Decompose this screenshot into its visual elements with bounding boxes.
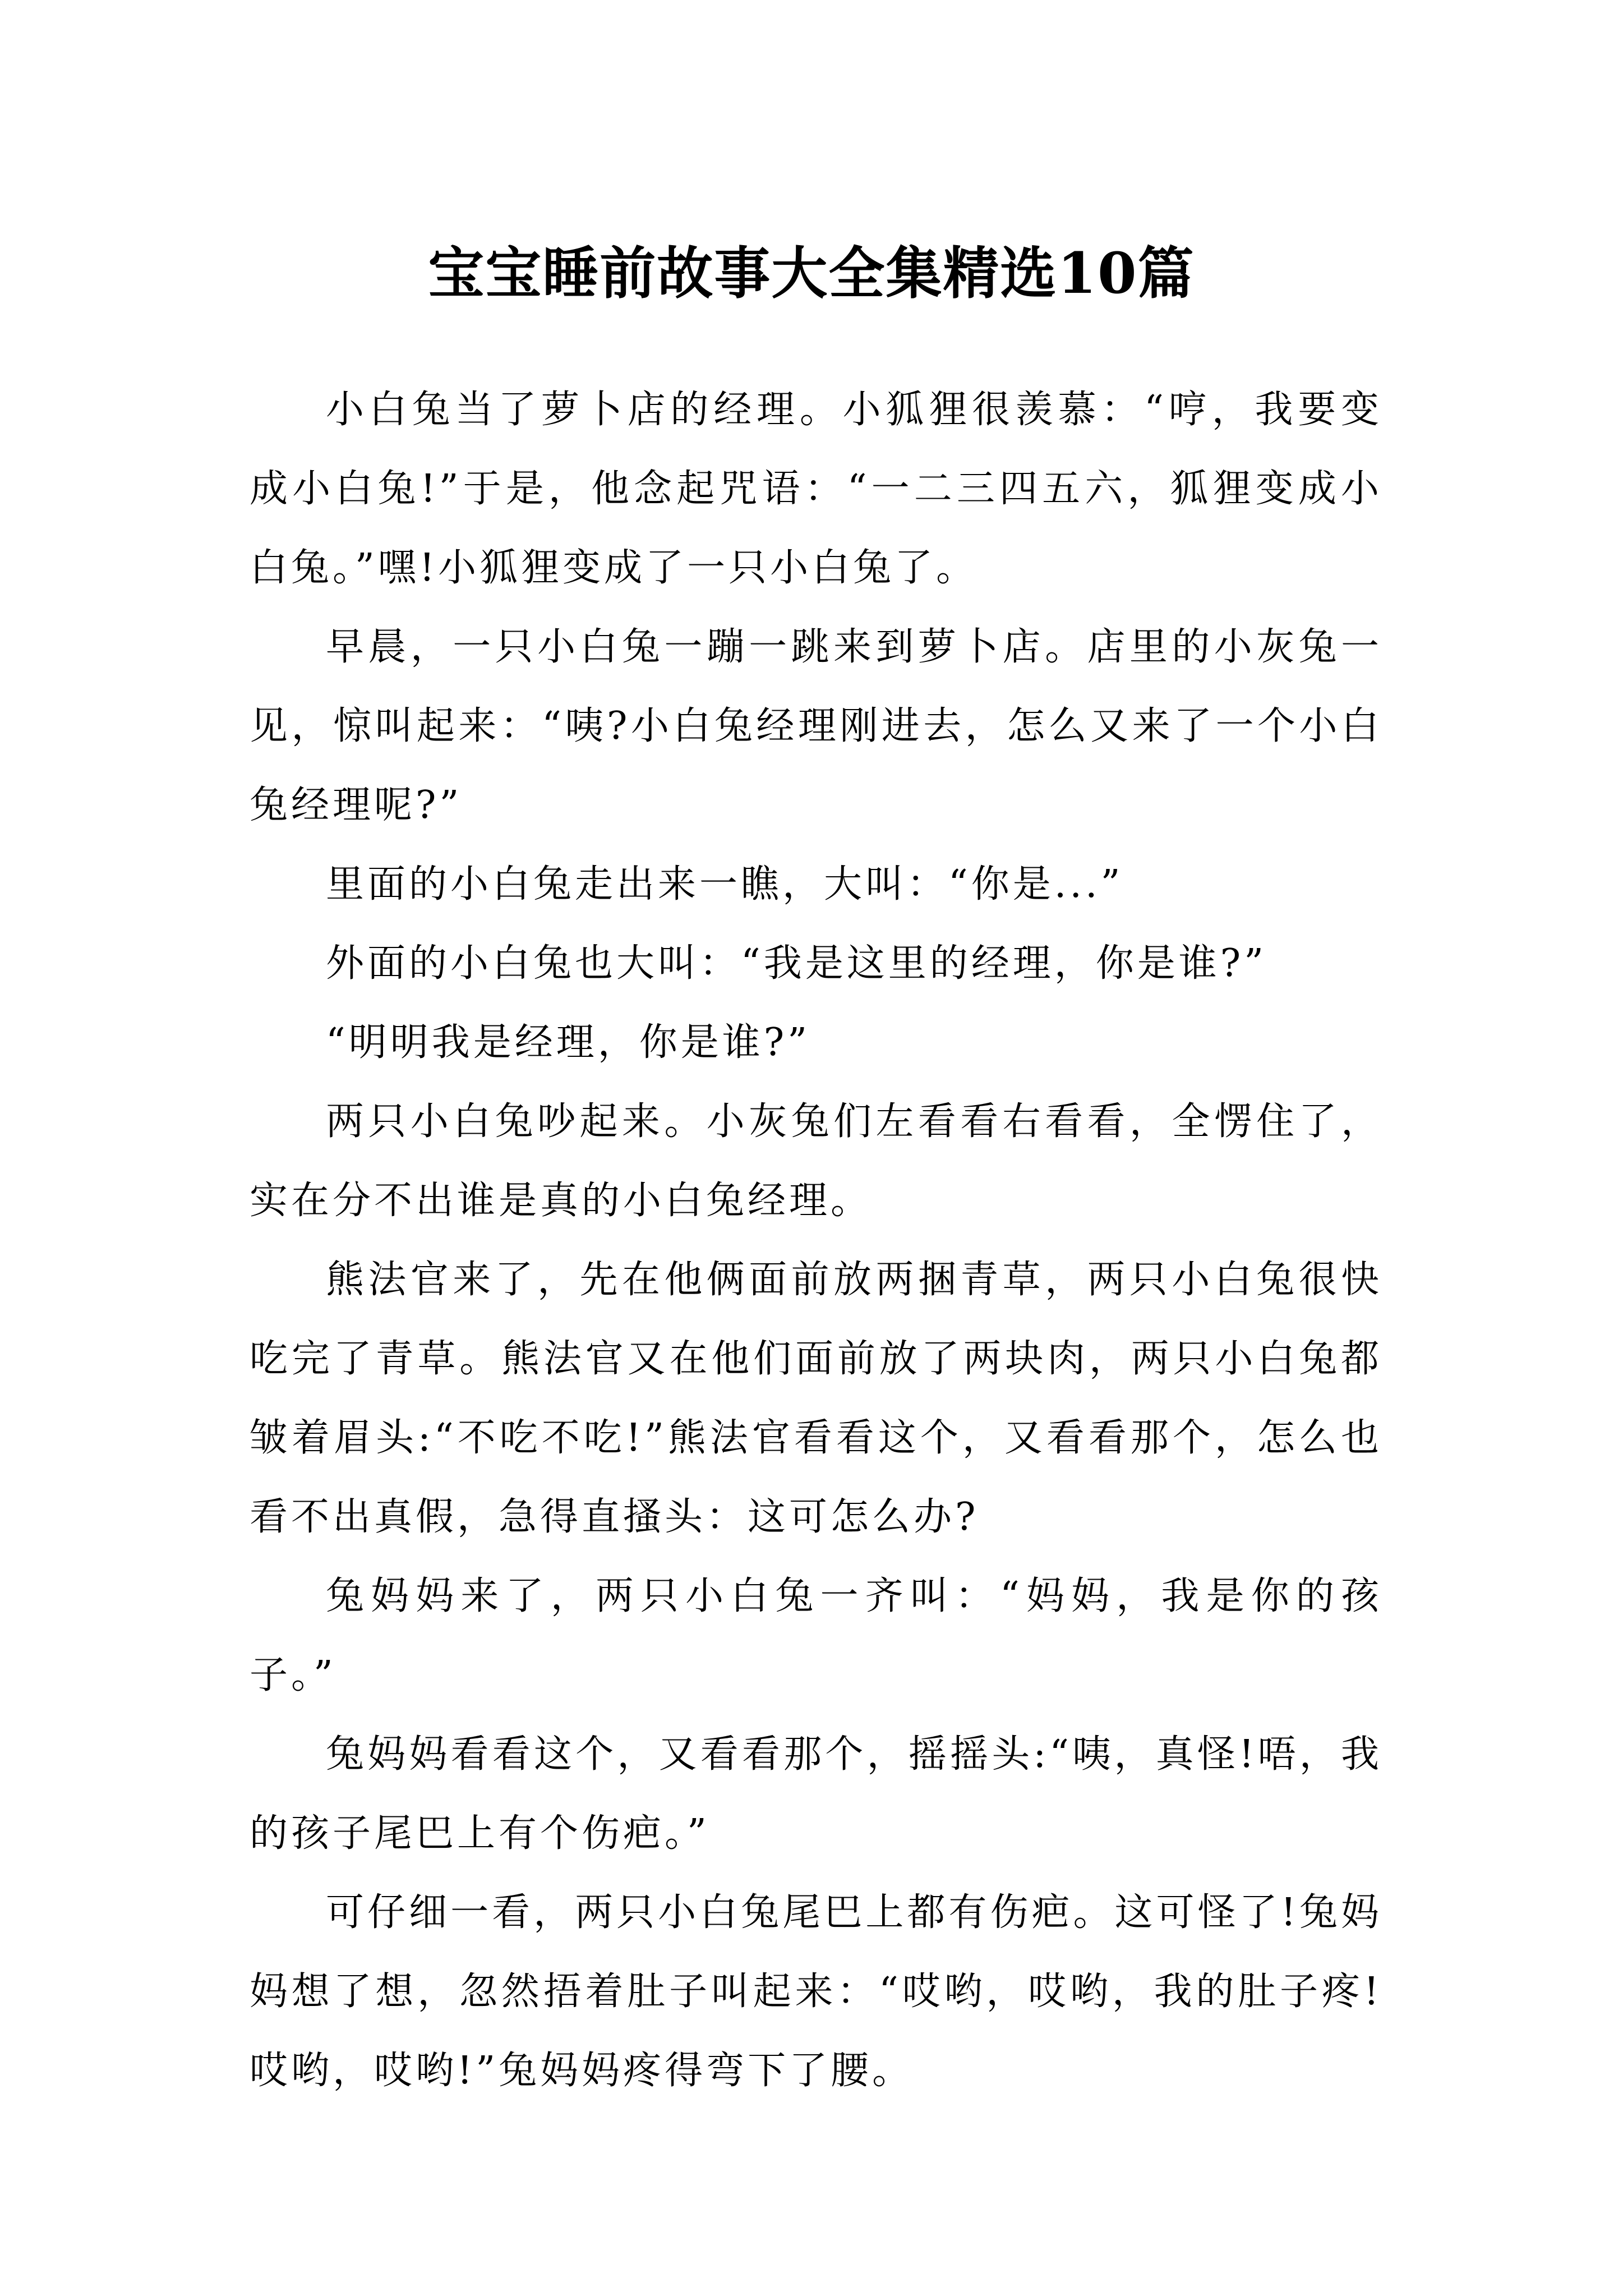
paragraph: 两只小白兔吵起来。小灰兔们左看看右看看，全愣住了，实在分不出谁是真的小白兔经理。 xyxy=(250,1099,1382,1223)
paragraph: 早晨，一只小白兔一蹦一跳来到萝卜店。店里的小灰兔一见，惊叫起来：“咦?小白兔经理刚进去，怎么又来了一个小白兔经理呢?” xyxy=(250,625,1382,827)
paragraph: 里面的小白兔走出来一瞧，大叫：“你是...” xyxy=(326,862,1124,907)
paragraph: 外面的小白兔也大叫：“我是这里的经理，你是谁?” xyxy=(326,941,1267,986)
paragraph: 小白兔当了萝卜店的经理。小狐狸很羡慕：“哼，我要变成小白兔!”于是，他念起咒语：“一二三四五六，狐狸变成小白兔。”嘿!小狐狸变成了一只小白兔了。 xyxy=(250,388,1382,590)
paragraph: “明明我是经理，你是谁?” xyxy=(326,1020,810,1065)
paragraph: 兔妈妈看看这个，又看看那个，摇摇头:“咦，真怪!唔，我的孩子尾巴上有个伤疤。” xyxy=(250,1732,1382,1856)
paragraph: 兔妈妈来了，两只小白兔一齐叫：“妈妈，我是你的孩子。” xyxy=(250,1574,1382,1697)
document-body xyxy=(250,370,1382,2110)
document-title: 宝宝睡前故事大全集精选10篇 xyxy=(428,240,1195,306)
paragraph: 熊法官来了，先在他俩面前放两捆青草，两只小白兔很快吃完了青草。熊法官又在他们面前放了两块肉，两只小白兔都皱着眉头:“不吃不吃!”熊法官看看这个，又看看那个，怎么也看不出真假，急得直搔头：这可怎么办? xyxy=(250,1258,1382,1539)
paragraph: 可仔细一看，两只小白兔尾巴上都有伤疤。这可怪了!兔妈妈想了想，忽然捂着肚子叫起来：“哎哟，哎哟，我的肚子疼!哎哟，哎哟!”兔妈妈疼得弯下了腰。 xyxy=(250,1890,1382,2093)
